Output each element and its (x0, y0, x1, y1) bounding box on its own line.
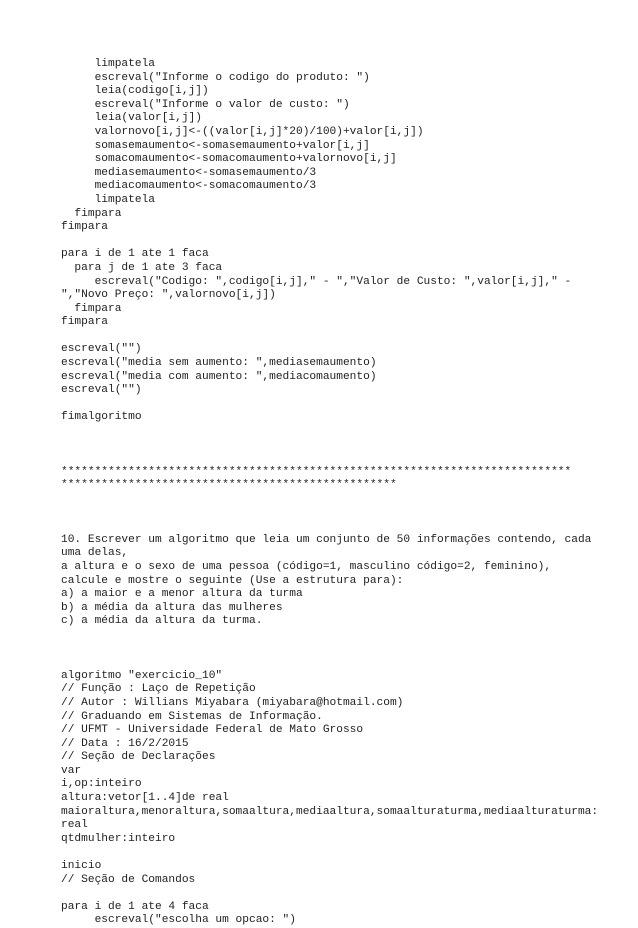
code-line: a) a maior e a menor altura da turma (61, 588, 303, 601)
code-line: escreval("") (61, 343, 142, 356)
code-line: c) a média da altura da turma. (61, 615, 263, 628)
code-line: escreval("media sem aumento: ",mediasemaumento) (61, 357, 377, 370)
code-line: escreval("Codigo: ",codigo[i,j]," - ","Valor de Custo: ",valor[i,j]," - (61, 275, 572, 288)
code-line: // Seção de Declarações (61, 751, 216, 764)
code-line: **************************************************************************** (61, 465, 572, 478)
code-line: para i de 1 ate 4 faca (61, 900, 209, 913)
code-line: real (61, 819, 88, 832)
code-line: // UFMT - Universidade Federal de Mato Grosso (61, 724, 364, 737)
code-line (61, 643, 606, 657)
code-line (61, 520, 606, 534)
code-listing (61, 58, 606, 928)
code-line: escreval("Informe o codigo do produto: ") (61, 71, 370, 84)
code-line: qtdmulher:inteiro (61, 832, 176, 845)
code-line: // Graduando em Sistemas de Informação. (61, 710, 323, 723)
code-line (61, 330, 606, 344)
code-line: uma delas, (61, 547, 129, 560)
code-line: i,op:inteiro (61, 778, 142, 791)
code-line: altura:vetor[1..4]de real (61, 792, 229, 805)
code-line: fimpara (61, 221, 108, 234)
code-line: para j de 1 ate 3 faca (61, 261, 223, 274)
code-line: var (61, 764, 82, 777)
code-line: escreval("escolha um opcao: ") (61, 914, 296, 927)
code-line: ************************************************** (61, 479, 397, 492)
code-line: escreval("") (61, 384, 142, 397)
code-line: fimpara (61, 316, 108, 329)
code-line: algoritmo "exercicio_10" (61, 669, 223, 682)
code-line: limpatela (61, 193, 155, 206)
code-line: // Seção de Comandos (61, 873, 196, 886)
code-line (61, 656, 606, 670)
code-line (61, 235, 606, 249)
code-line (61, 629, 606, 643)
code-line: escreval("media com aumento: ",mediacomaumento) (61, 370, 377, 383)
code-line: somacomaumento<-somacomaumento+valornovo[i,j] (61, 153, 397, 166)
code-line (61, 425, 606, 439)
code-line: escreval("Informe o valor de custo: ") (61, 98, 350, 111)
code-line: // Data : 16/2/2015 (61, 737, 189, 750)
code-line: limpatela (61, 58, 155, 70)
code-line (61, 507, 606, 521)
code-line (61, 439, 606, 453)
code-line: // Autor : Willians Miyabara (miyabara@hotmail.com) (61, 696, 404, 709)
code-line: calcule e mostre o seguinte (Use a estrutura para): (61, 574, 404, 587)
code-line: leia(codigo[i,j]) (61, 85, 209, 98)
code-line: 10. Escrever um algoritmo que leia um conjunto de 50 informações contendo, cada (61, 533, 592, 546)
code-line: valornovo[i,j]<-((valor[i,j]*20)/100)+valor[i,j]) (61, 125, 424, 138)
code-line: maioraltura,menoraltura,somaaltura,mediaaltura,somaalturaturma,mediaalturaturma: (61, 805, 599, 818)
code-line: fimpara (61, 302, 122, 315)
code-line: mediacomaumento<-somacomaumento/3 (61, 180, 317, 193)
code-line (61, 887, 606, 901)
code-line (61, 452, 606, 466)
code-line (61, 493, 606, 507)
code-line (61, 398, 606, 412)
code-line: ","Novo Preço: ",valornovo[i,j]) (61, 289, 276, 302)
code-line (61, 846, 606, 860)
code-line: fimalgoritmo (61, 411, 142, 424)
code-line: fimpara (61, 207, 122, 220)
code-line: somasemaumento<-somasemaumento+valor[i,j] (61, 139, 370, 152)
code-line: // Função : Laço de Repetição (61, 683, 256, 696)
code-line: leia(valor[i,j]) (61, 112, 202, 125)
code-line: para i de 1 ate 1 faca (61, 248, 209, 261)
code-line: b) a média da altura das mulheres (61, 601, 283, 614)
code-line: a altura e o sexo de uma pessoa (código=1, masculino código=2, feminino), (61, 560, 552, 573)
code-line: inicio (61, 860, 102, 873)
code-line: mediasemaumento<-somasemaumento/3 (61, 166, 317, 179)
